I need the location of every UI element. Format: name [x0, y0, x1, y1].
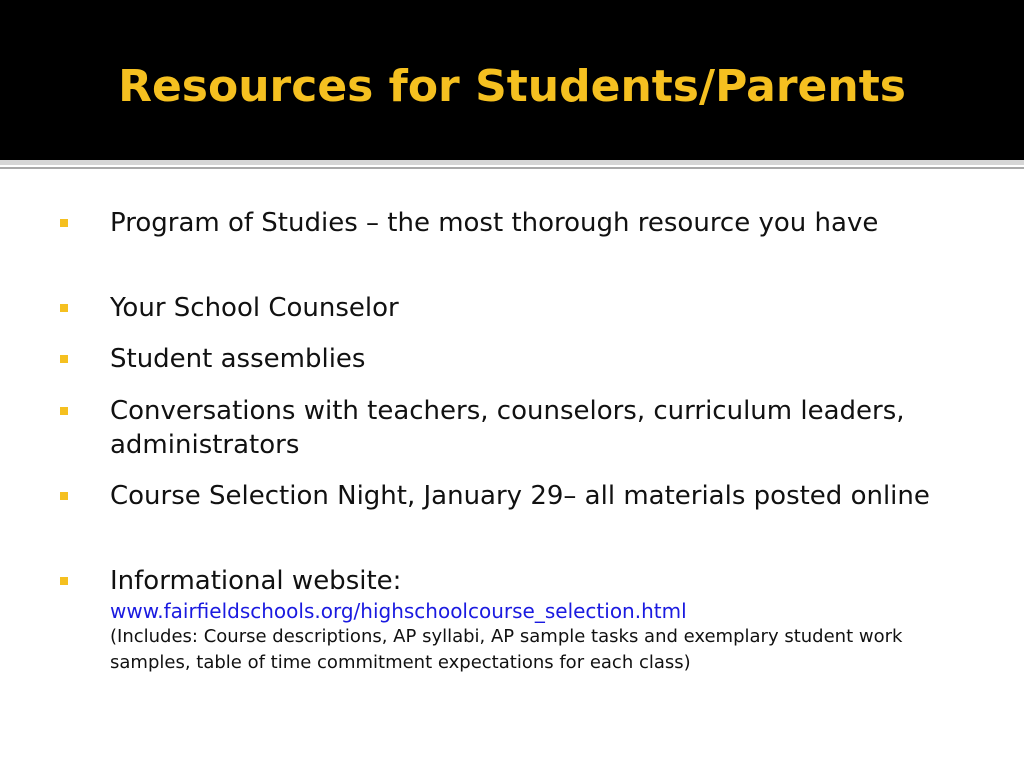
- bullet-square-icon: [60, 577, 68, 585]
- website-note: (Includes: Course descriptions, AP syllabi, AP sample tasks and exemplary student work samples, table of time commitment expectations for each class): [110, 626, 903, 673]
- bullet-square-icon: [60, 219, 68, 227]
- bullet-square-icon: [60, 304, 68, 312]
- website-link[interactable]: www.fairfieldschools.org/highschoolcourse_selection.html: [110, 599, 687, 623]
- bullet-text: Informational website:: [110, 566, 402, 596]
- bullet-square-icon: [60, 407, 68, 415]
- bullet-text: Conversations with teachers, counselors, curriculum leaders, administrators: [110, 396, 905, 460]
- bullet-text: Student assemblies: [110, 344, 366, 374]
- bullet-text: Your School Counselor: [110, 293, 399, 323]
- bullet-text: Program of Studies – the most thorough resource you have: [110, 208, 879, 238]
- slide-title: Resources for Students/Parents: [118, 61, 906, 112]
- bullet-square-icon: [60, 492, 68, 500]
- bullet-text-block: [110, 564, 940, 676]
- bullet-text: Course Selection Night, January 29– all materials posted online: [110, 481, 930, 511]
- bullet-square-icon: [60, 355, 68, 363]
